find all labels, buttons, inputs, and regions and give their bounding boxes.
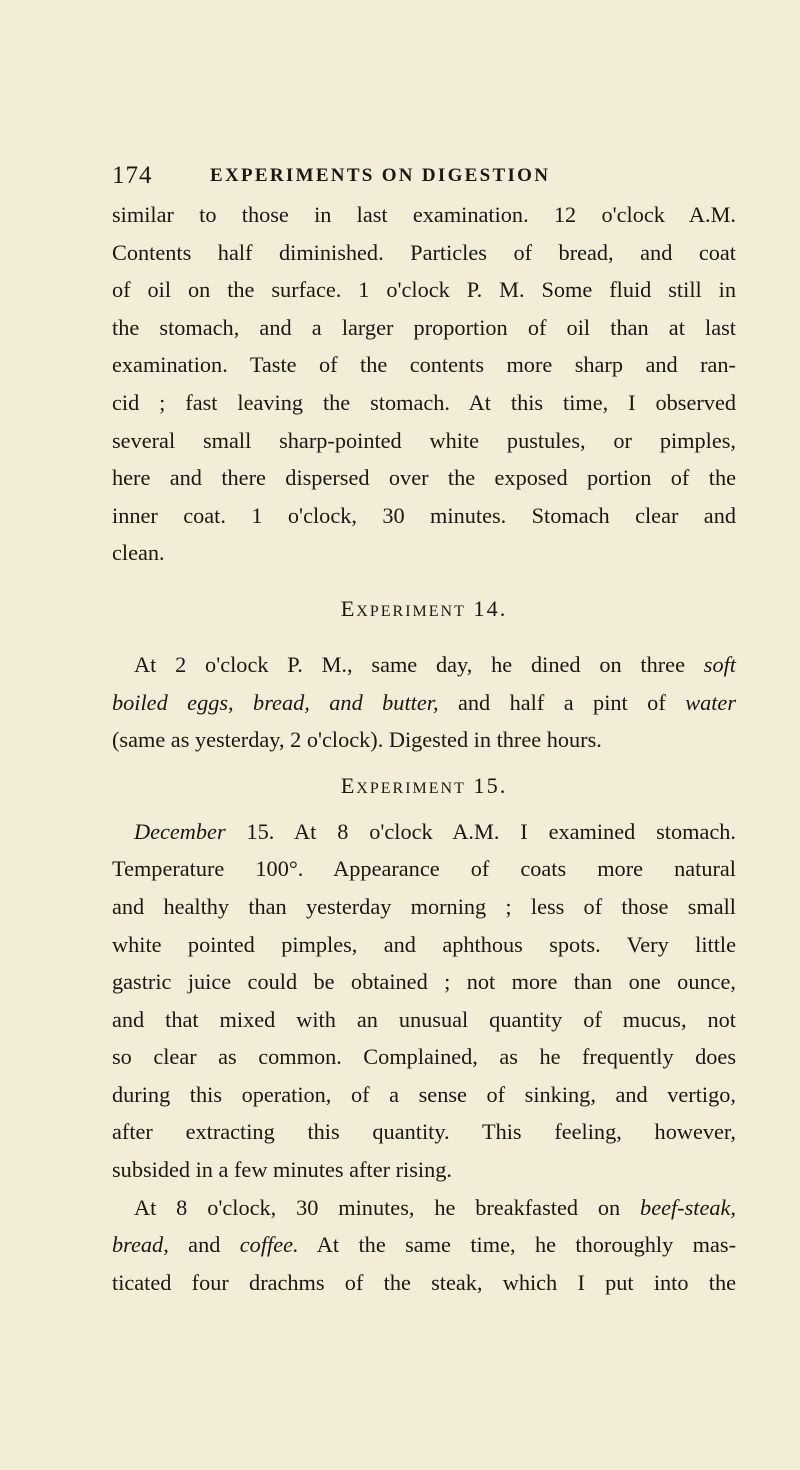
text-run: 15. At 8 o'clock A.M. I examined stomach.	[225, 818, 736, 844]
italic-run: beef-steak,	[640, 1194, 736, 1220]
text-line: similar to those in last examination. 12 o'clock A.M.	[112, 202, 736, 227]
page-header	[112, 162, 740, 192]
text-line: cid ; fast leaving the stomach. At this time, I observed	[112, 389, 736, 415]
italic-run: boiled eggs, bread, and butter,	[112, 689, 439, 715]
text-line: here and there dispersed over the exposed portion of the	[112, 465, 736, 491]
experiment-14-heading: Experiment 14.	[340, 595, 508, 621]
text-line: gastric juice could be obtained ; not more than one ounce,	[112, 969, 736, 995]
text-line: ticated four drachms of the steak, which I put into the	[112, 1269, 736, 1295]
text-line	[112, 684, 736, 722]
text-line: of oil on the surface. 1 o'clock P. M. Some fluid still in	[112, 277, 736, 303]
italic-run: bread,	[112, 1232, 169, 1258]
text-line: so clear as common. Complained, as he frequently does	[112, 1044, 736, 1070]
experiment-15-heading: Experiment 15.	[340, 772, 508, 798]
text-line: after extracting this quantity. This feeling, however,	[112, 1119, 736, 1145]
running-head: EXPERIMENTS ON DIGESTION	[210, 165, 551, 186]
text-line: examination. Taste of the contents more sharp and ran-	[112, 352, 736, 378]
text-line: Contents half diminished. Particles of bread, and coat	[112, 239, 736, 265]
text-line: subsided in a few minutes after rising.	[112, 1157, 452, 1183]
text-run: At the same time, he thoroughly mas-	[298, 1232, 736, 1258]
text-run: At 8 o'clock, 30 minutes, he breakfasted on	[134, 1194, 641, 1220]
text-line	[112, 646, 736, 684]
text-line: and that mixed with an unusual quantity of mucus, not	[112, 1006, 736, 1032]
text-line: white pointed pimples, and aphthous spots. Very little	[112, 931, 736, 957]
experiment-15-paragraph	[112, 813, 736, 1189]
italic-run: soft	[703, 651, 736, 677]
text-line	[112, 813, 736, 851]
text-line: (same as yesterday, 2 o'clock). Digested in three hours.	[112, 727, 602, 753]
text-line: several small sharp-pointed white pustules, or pimples,	[112, 427, 736, 453]
text-line: and healthy than yesterday morning ; less of those small	[112, 893, 736, 919]
text-run: At 2 o'clock P. M., same day, he dined on three	[134, 651, 704, 677]
text-line: Temperature 100°. Appearance of coats more natural	[112, 856, 736, 882]
text-run: and half a pint of	[438, 689, 686, 715]
text-line	[112, 1226, 736, 1264]
text-line: inner coat. 1 o'clock, 30 minutes. Stomach clear and	[112, 502, 736, 528]
italic-run: December	[134, 818, 226, 844]
body-text	[112, 196, 736, 1301]
text-line: the stomach, and a larger proportion of oil than at last	[112, 314, 736, 340]
text-run: and	[168, 1232, 240, 1258]
page-number: 174	[112, 162, 153, 189]
text-line: clean.	[112, 540, 165, 566]
experiment-14-paragraph	[112, 646, 736, 759]
text-line	[112, 1189, 736, 1227]
italic-run: water	[685, 689, 737, 715]
text-line: during this operation, of a sense of sinking, and vertigo,	[112, 1081, 736, 1107]
italic-run: coffee.	[239, 1232, 299, 1258]
paragraph-continuation	[112, 196, 736, 572]
experiment-15-paragraph-2	[112, 1189, 736, 1302]
